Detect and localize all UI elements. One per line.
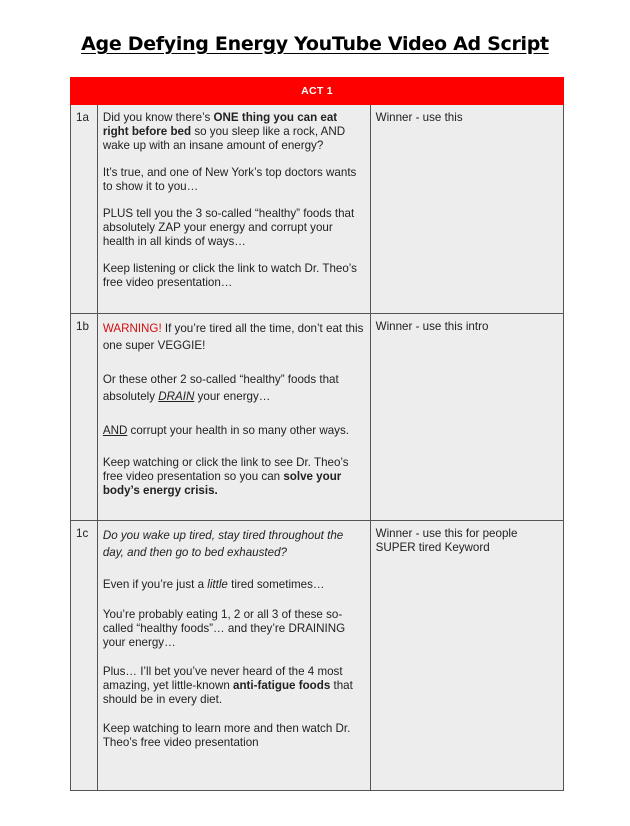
script-paragraph: It’s true, and one of New York’s top doctors wants to show it to you… xyxy=(102,166,357,193)
text-run: your energy… xyxy=(194,390,271,403)
text-run: corrupt your health in so many other ways. xyxy=(127,424,350,437)
note-cell: Winner - use this xyxy=(370,105,563,314)
script-cell xyxy=(97,105,370,314)
script-paragraph: You’re probably eating 1, 2 or all 3 of these so-called “healthy foods”… and they’re DRAINING your energy… xyxy=(102,608,346,649)
script-cell xyxy=(97,521,370,791)
act-header-row xyxy=(71,78,564,105)
bold-text: anti-fatigue foods xyxy=(233,679,331,692)
script-row-1b xyxy=(71,314,564,521)
script-paragraph xyxy=(103,371,365,405)
underlined-text: AND xyxy=(102,424,128,437)
row-id: 1a xyxy=(71,105,98,314)
script-paragraph xyxy=(103,422,365,439)
script-paragraph: Keep listening or click the link to watch Dr. Theo’s free video presentation… xyxy=(102,262,357,289)
script-paragraph xyxy=(103,665,365,707)
text-run: that should be in every diet. xyxy=(102,679,353,706)
script-paragraph: PLUS tell you the 3 so-called “healthy” foods that absolutely ZAP your energy and corrupt your health in all kinds of ways… xyxy=(102,207,355,248)
act-header: ACT 1 xyxy=(71,78,564,105)
script-paragraph xyxy=(103,576,365,593)
script-paragraph xyxy=(103,527,365,561)
text-run: Keep watching or click the link to see Dr. Theo’s free video presentation so you can xyxy=(102,456,349,483)
warning-text: WARNING! xyxy=(102,322,162,335)
row-id: 1c xyxy=(71,521,98,791)
document-title: Age Defying Energy YouTube Video Ad Script xyxy=(81,33,549,55)
italic-text: little xyxy=(207,578,228,591)
text-run: Did you know there’s xyxy=(102,111,214,124)
text-run: Plus… I’ll bet you’ve never heard of the 4 most amazing, yet little-known xyxy=(102,665,343,692)
text-run: so you sleep like a rock, AND wake up with an insane amount of energy? xyxy=(102,125,346,152)
italic-text: Do you wake up tired, stay tired throughout the day, and then go to bed exhausted? xyxy=(102,529,344,559)
text-run: Or these other 2 so-called “healthy” foods that absolutely xyxy=(102,373,339,403)
script-row-1a xyxy=(71,105,564,314)
script-table xyxy=(70,77,564,791)
script-paragraph xyxy=(103,320,365,354)
script-paragraph: Keep watching to learn more and then watch Dr. Theo’s free video presentation xyxy=(102,722,351,749)
text-run: tired sometimes… xyxy=(227,578,325,591)
note-cell: Winner - use this for people SUPER tired Keyword xyxy=(370,521,563,791)
text-run: Even if you’re just a xyxy=(102,578,208,591)
emphasis-text: DRAIN xyxy=(158,390,195,403)
script-row-1c xyxy=(71,521,564,791)
note-cell: Winner - use this intro xyxy=(370,314,563,521)
script-paragraph xyxy=(103,111,365,153)
script-paragraph xyxy=(103,456,365,498)
script-cell xyxy=(97,314,370,521)
row-id: 1b xyxy=(71,314,98,521)
text-run: If you’re tired all the time, don’t eat this one super VEGGIE! xyxy=(102,322,364,352)
bold-text: ONE thing you can eat right before bed xyxy=(102,111,338,138)
bold-text: solve your body’s energy crisis. xyxy=(102,470,342,497)
